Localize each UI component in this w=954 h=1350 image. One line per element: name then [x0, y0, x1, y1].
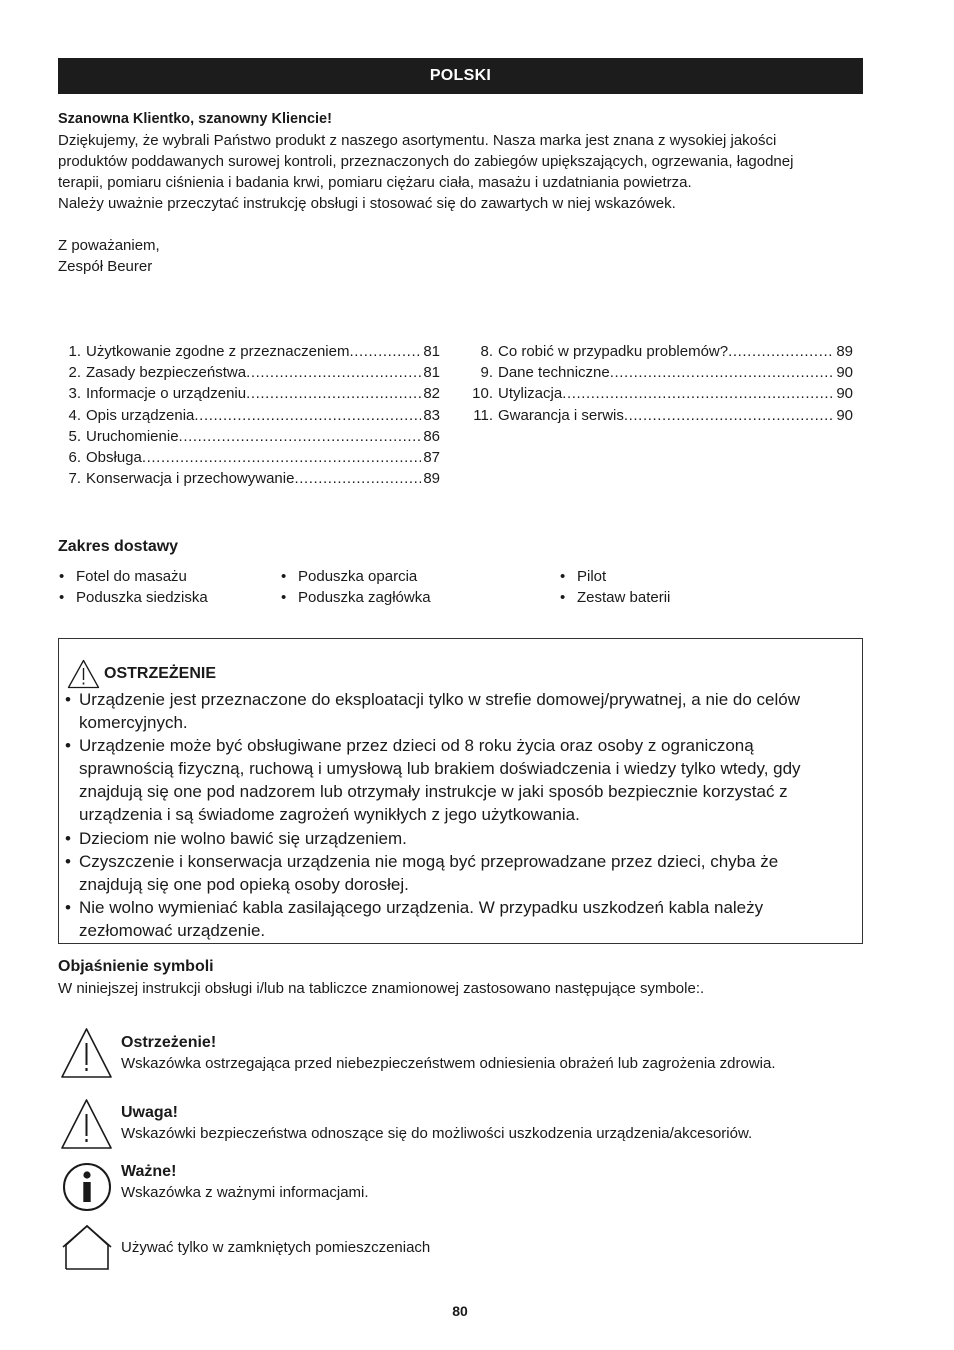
language-header [58, 58, 863, 94]
toc-entry[interactable] [66, 447, 440, 468]
toc-page: 83 [423, 406, 440, 424]
warning-item: • Urządzenie może być obsługiwane przez dzieci od 8 roku życia oraz osoby z ograniczoną sprawnością fizyczną, ruchową i umysłową lub brakiem doświadczenia i wiedzy tylko wtedy, gdy znajdują się one pod nadzorem lub otrzymały instrukcje w jaki sposób bezpiecznie korzystać z urządzenia i są świadome zagrożeń wynikłych z jego użytkowania. [65, 734, 845, 826]
intro-line: terapii, pomiaru ciśnienia i badania krwi, pomiaru ciężaru ciała, masażu i uzdatniania powietrza. [58, 174, 692, 191]
toc-title: Opis urządzenia [86, 406, 195, 424]
delivery-item-label: Zestaw baterii [577, 589, 671, 606]
delivery-item: • Poduszka siedziska [59, 589, 208, 606]
closing: Z poważaniem, [58, 237, 160, 254]
warning-item-text: Dzieciom nie wolno bawić się urządzeniem. [79, 828, 407, 848]
warning-item: • Dzieciom nie wolno bawić się urządzeniem. [65, 827, 845, 850]
toc-page: 89 [836, 343, 853, 360]
delivery-item-label: Fotel do masażu [76, 568, 187, 585]
toc-entry[interactable] [472, 383, 853, 404]
toc-number: 3. [68, 385, 81, 403]
symbol-desc: Używać tylko w zamkniętych pomieszczeniach [121, 1239, 431, 1256]
toc-page: 90 [836, 385, 853, 403]
toc-page: 90 [836, 364, 853, 382]
toc-leader [246, 383, 421, 404]
toc-right-column [472, 341, 853, 426]
warning-item: • Czyszczenie i konserwacja urządzenia nie mogą być przeprowadzane przez dzieci, chyba że znajdują się one pod opieką osoby dorosłej. [65, 850, 845, 896]
info-icon [62, 1162, 112, 1212]
toc-leader [194, 405, 421, 426]
toc-entry[interactable] [472, 405, 853, 426]
symbols-intro: W niniejszej instrukcji obsługi i/lub na tabliczce znamionowej zastosowano następujące symbole:. [58, 980, 705, 997]
toc-number: 4. [68, 406, 81, 424]
symbol-desc: Wskazówka z ważnymi informacjami. [121, 1184, 369, 1201]
toc-title: Obsługa [86, 449, 142, 467]
intro-line: produktów poddawanych surowej kontroli, przeznaczonych do zabiegów upiększających, ogrzewania, łagodnej [58, 153, 794, 170]
delivery-item: • Fotel do masażu [59, 568, 187, 585]
toc-leader [179, 426, 422, 447]
warning-triangle-icon [67, 659, 100, 689]
symbol-desc: Wskazówka ostrzegająca przed niebezpieczeństwem odniesienia obrażeń lub zagrożenia zdrowia. [121, 1055, 776, 1072]
toc-page: 87 [423, 449, 440, 467]
toc-entry[interactable] [66, 362, 440, 383]
warning-box [58, 638, 863, 944]
toc-entry[interactable] [66, 341, 440, 362]
toc-page: 86 [423, 427, 440, 445]
toc-title: Co robić w przypadku problemów? [498, 343, 729, 360]
toc-title: Konserwacja i przechowywanie [86, 470, 295, 488]
toc-number: 5. [68, 427, 81, 445]
symbol-row-important [60, 1161, 850, 1211]
toc-number: 8. [480, 343, 493, 360]
toc-number: 2. [68, 364, 81, 382]
toc-number: 10. [472, 385, 493, 403]
warning-list [65, 688, 845, 942]
delivery-column [59, 566, 208, 608]
symbol-title: Ostrzeżenie! [121, 1034, 217, 1051]
delivery-item-label: Poduszka oparcia [298, 568, 418, 585]
toc-leader [610, 362, 835, 383]
warning-item-text: Czyszczenie i konserwacja urządzenia nie mogą być przeprowadzane przez dzieci, chyba że znajdują się one pod opieką osoby dorosłej. [79, 851, 779, 894]
delivery-item: • Poduszka zagłówka [281, 589, 431, 606]
toc-page: 82 [423, 385, 440, 403]
intro-line: Należy uważnie przeczytać instrukcję obsługi i stosować się do zawartych w niej wskazówek. [58, 195, 676, 212]
toc-number: 6. [68, 449, 81, 467]
toc-page: 81 [423, 364, 440, 382]
toc-entry[interactable] [66, 383, 440, 404]
toc-title: Uruchomienie [86, 427, 179, 445]
toc-leader [294, 468, 421, 489]
warning-item-text: Urządzenie jest przeznaczone do eksploatacji tylko w strefie domowej/prywatnej, a nie do celów komercyjnych. [79, 690, 800, 733]
warning-title [67, 659, 216, 689]
toc-page: 90 [836, 406, 853, 424]
toc-number: 7. [68, 470, 81, 488]
warning-item: • Nie wolno wymieniać kabla zasilającego urządzenia. W przypadku uszkodzeń kabla należy zezłomować urządzenie. [65, 896, 845, 942]
intro-section [58, 109, 858, 277]
delivery-item: • Poduszka oparcia [281, 568, 418, 585]
toc-title: Utylizacja [498, 385, 563, 403]
delivery-item: • Zestaw baterii [560, 589, 671, 606]
toc-title: Gwarancja i serwis [498, 406, 624, 424]
delivery-item-label: Pilot [577, 568, 607, 585]
toc-number: 1. [68, 343, 81, 360]
page-number: 80 [452, 1303, 468, 1319]
symbols-heading: Objaśnienie symboli [58, 958, 214, 975]
symbol-title: Uwaga! [121, 1104, 178, 1121]
signature: Zespół Beurer [58, 258, 153, 275]
toc-title: Dane techniczne [498, 364, 610, 382]
warning-item-text: Nie wolno wymieniać kabla zasilającego urządzenia. W przypadku uszkodzeń kabla należy zezłomować urządzenie. [79, 897, 764, 940]
symbol-row-caution [60, 1098, 850, 1150]
language-label: POLSKI [429, 67, 492, 84]
toc-leader [562, 383, 834, 404]
warning-title-text: OSTRZEŻENIE [104, 665, 217, 682]
warning-item: • Urządzenie jest przeznaczone do eksploatacji tylko w strefie domowej/prywatnej, a nie do celów komercyjnych. [65, 688, 845, 734]
delivery-item-label: Poduszka siedziska [76, 589, 208, 606]
toc-entry[interactable] [472, 362, 853, 383]
toc-title: Zasady bezpieczeństwa [86, 364, 247, 382]
toc-title: Informacje o urządzeniu [86, 385, 247, 403]
greeting: Szanowna Klientko, szanowny Kliencie! [58, 111, 332, 127]
delivery-heading: Zakres dostawy [58, 538, 179, 555]
toc-number: 11. [473, 406, 493, 424]
toc-leader [349, 341, 421, 362]
toc-leader [728, 341, 834, 362]
toc-entry[interactable] [66, 405, 440, 426]
symbol-row-indoor [60, 1223, 850, 1271]
warning-item-text: Urządzenie może być obsługiwane przez dzieci od 8 roku życia oraz osoby z ograniczoną sprawnością fizyczną, ruchową i umysłową lub brakiem doświadczenia i wiedzy tylko wtedy, gdy znajdują się one pod nadzorem lub otrzymały instrukcje w jaki sposób bezpiecznie korzystać z urządzenia i są świadome zagrożeń wynikłych z jego użytkowania. [79, 736, 801, 825]
toc-leader [246, 362, 421, 383]
warning-triangle-icon [60, 1027, 113, 1079]
house-icon [62, 1223, 112, 1271]
toc-entry[interactable] [66, 468, 440, 489]
delivery-item: • Pilot [560, 568, 607, 585]
delivery-column [560, 566, 670, 608]
toc-left-column [66, 341, 440, 489]
delivery-item-label: Poduszka zagłówka [298, 589, 431, 606]
symbol-title: Ważne! [121, 1163, 177, 1180]
toc-page: 89 [423, 470, 440, 488]
toc-number: 9. [480, 364, 493, 382]
toc-page: 81 [423, 343, 440, 360]
toc-entry[interactable] [472, 341, 853, 362]
symbol-desc: Wskazówki bezpieczeństwa odnoszące się do możliwości uszkodzenia urządzenia/akcesoriów. [121, 1125, 753, 1142]
symbol-row-warning [60, 1027, 850, 1079]
toc-title: Użytkowanie zgodne z przeznaczeniem [86, 343, 350, 360]
intro-line: Dziękujemy, że wybrali Państwo produkt z naszego asortymentu. Nasza marka jest znana z wysokiej jakości [58, 132, 777, 149]
toc-leader [142, 447, 421, 468]
toc-entry[interactable] [66, 426, 440, 447]
caution-triangle-icon [60, 1098, 113, 1150]
delivery-column [281, 566, 431, 608]
toc-leader [624, 405, 834, 426]
